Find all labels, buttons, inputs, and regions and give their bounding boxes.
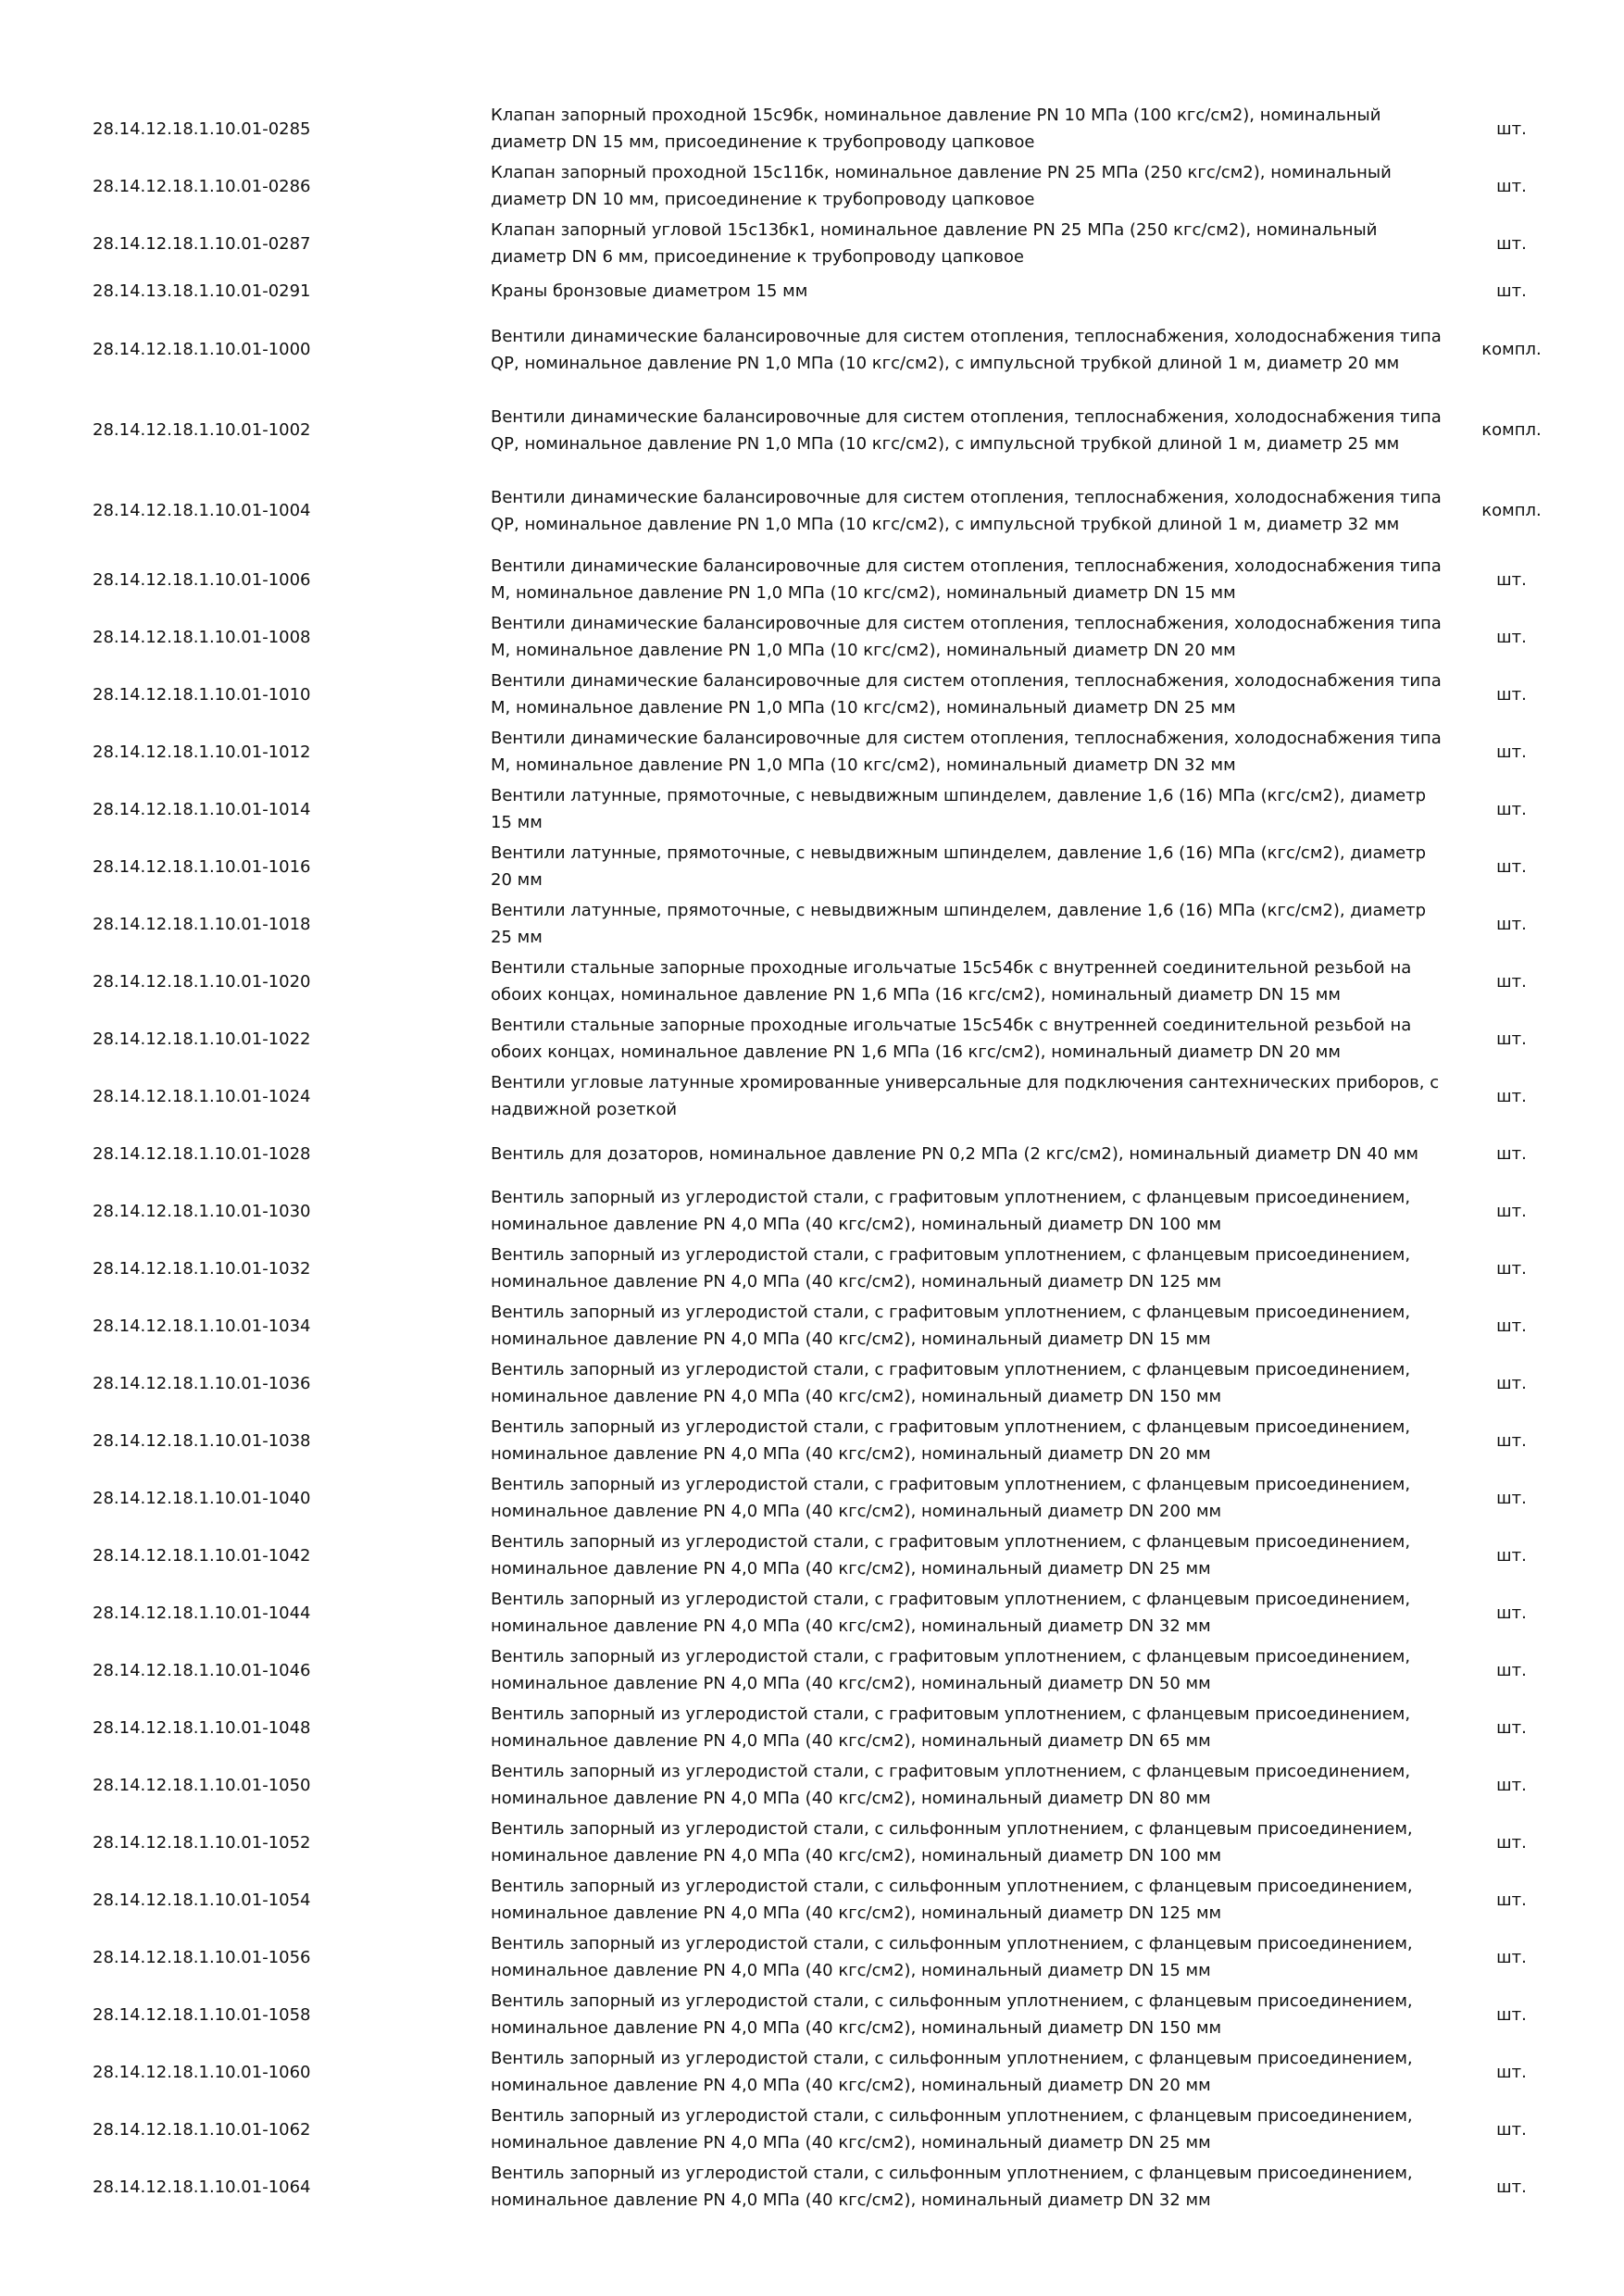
row-code: 28.14.12.18.1.10.01-1058 (93, 2004, 311, 2025)
row-code: 28.14.12.18.1.10.01-1040 (93, 1488, 311, 1508)
row-description: Вентиль запорный из углеродистой стали, с графитовым уплотнением, с фланцевым присоединением, номинальное давление PN 4,0 МПа (40 кгс/см2), номинальный диаметр DN 100 мм (491, 1188, 1411, 1234)
row-unit: шт. (1496, 627, 1527, 647)
row-code: 28.14.12.18.1.10.01-1062 (93, 2119, 311, 2140)
row-unit: шт. (1496, 914, 1527, 934)
row-code: 28.14.12.18.1.10.01-1038 (93, 1430, 311, 1451)
row-description-cell (491, 1297, 1449, 1354)
row-unit: шт. (1496, 1258, 1527, 1279)
row-code: 28.14.12.18.1.10.01-1016 (93, 856, 311, 877)
row-description: Вентиль запорный из углеродистой стали, с графитовым уплотнением, с фланцевым присоединением, номинальное давление PN 4,0 МПа (40 кгс/см2), номинальный диаметр DN 15 мм (491, 1303, 1411, 1349)
row-code: 28.14.12.18.1.10.01-0286 (93, 176, 311, 196)
table-row (93, 272, 1574, 309)
row-description: Вентиль запорный из углеродистой стали, с сильфонным уплотнением, с фланцевым присоединением, номинальное давление PN 4,0 МПа (40 кгс/см2), номинальный диаметр DN 150 мм (491, 1991, 1413, 2038)
row-description-cell (491, 1412, 1449, 1469)
row-description: Клапан запорный проходной 15с11бк, номинальное давление PN 25 МПа (250 кгс/см2), номинальный диаметр DN 10 мм, присоединение к трубопроводу цапковое (491, 163, 1392, 209)
row-unit: шт. (1496, 971, 1527, 992)
table-row (93, 1125, 1574, 1182)
row-unit: компл. (1481, 501, 1542, 520)
table-row (93, 1641, 1574, 1699)
row-code: 28.14.12.18.1.10.01-1020 (93, 971, 311, 992)
row-description-cell (491, 1756, 1449, 1814)
row-description: Вентиль запорный из углеродистой стали, с сильфонным уплотнением, с фланцевым присоединением, номинальное давление PN 4,0 МПа (40 кгс/см2), номинальный диаметр DN 32 мм (491, 2164, 1413, 2210)
row-description-cell (491, 1354, 1449, 1412)
row-unit: компл. (1481, 420, 1542, 440)
row-description: Вентили латунные, прямоточные, с невыдвижным шпинделем, давление 1,6 (16) МПа (кгс/см2), диаметр 25 мм (491, 901, 1427, 947)
row-description: Вентили динамические балансировочные для систем отопления, теплоснабжения, холодоснабжения типа М, номинальное давление PN 1,0 МПа (10 кгс/см2), номинальный диаметр DN 25 мм (491, 671, 1442, 718)
row-unit: шт. (1496, 1086, 1527, 1106)
row-unit: шт. (1496, 2177, 1527, 2197)
row-unit: шт. (1496, 742, 1527, 762)
row-description: Краны бронзовые диаметром 15 мм (491, 281, 808, 301)
row-description: Вентиль запорный из углеродистой стали, с графитовым уплотнением, с фланцевым присоединением, номинальное давление PN 4,0 МПа (40 кгс/см2), номинальный диаметр DN 200 мм (491, 1475, 1411, 1521)
row-unit: компл. (1481, 340, 1542, 359)
table-row (93, 1699, 1574, 1756)
row-description: Вентили стальные запорные проходные игольчатые 15с54бк с внутренней соединительной резьбой на обоих концах, номинальное давление PN 1,6 МПа (16 кгс/см2), номинальный диаметр DN 20 мм (491, 1016, 1412, 1062)
row-unit: шт. (1496, 281, 1527, 301)
row-code: 28.14.12.18.1.10.01-1024 (93, 1086, 311, 1106)
table-row (93, 157, 1574, 215)
table-row (93, 1928, 1574, 1986)
table-row (93, 2158, 1574, 2215)
row-description-cell (491, 666, 1449, 723)
table-row (93, 723, 1574, 780)
row-description: Вентили динамические балансировочные для систем отопления, теплоснабжения, холодоснабжения типа QP, номинальное давление PN 1,0 МПа (10 кгс/см2), с импульсной трубкой длиной 1 м, диаметр 32 мм (491, 487, 1442, 534)
row-description: Вентили динамические балансировочные для систем отопления, теплоснабжения, холодоснабжения типа М, номинальное давление PN 1,0 МПа (10 кгс/см2), номинальный диаметр DN 32 мм (491, 729, 1442, 775)
row-description-cell (491, 1814, 1449, 1871)
row-code: 28.14.12.18.1.10.01-0285 (93, 119, 311, 139)
row-unit: шт. (1496, 2119, 1527, 2140)
row-code: 28.14.12.18.1.10.01-1036 (93, 1373, 311, 1393)
table-row (93, 666, 1574, 723)
table-row (93, 780, 1574, 838)
row-code: 28.14.12.18.1.10.01-1018 (93, 914, 311, 934)
row-description: Вентиль запорный из углеродистой стали, с графитовым уплотнением, с фланцевым присоединением, номинальное давление PN 4,0 МПа (40 кгс/см2), номинальный диаметр DN 150 мм (491, 1360, 1411, 1406)
table-row (93, 1986, 1574, 2043)
row-code: 28.14.12.18.1.10.01-1050 (93, 1775, 311, 1795)
row-description-cell (491, 953, 1449, 1010)
row-description-cell (491, 551, 1449, 608)
row-code: 28.14.12.18.1.10.01-1054 (93, 1890, 311, 1910)
row-description-cell (491, 1928, 1449, 1986)
row-unit: шт. (1496, 1832, 1527, 1853)
row-description-cell (491, 390, 1449, 470)
row-description-cell (491, 2158, 1449, 2215)
row-code: 28.14.12.18.1.10.01-1034 (93, 1316, 311, 1336)
table-row (93, 1354, 1574, 1412)
table-row (93, 390, 1574, 470)
row-description-cell (491, 470, 1449, 551)
row-description: Вентиль запорный из углеродистой стали, с сильфонным уплотнением, с фланцевым присоединением, номинальное давление PN 4,0 МПа (40 кгс/см2), номинальный диаметр DN 125 мм (491, 1877, 1413, 1923)
row-unit: шт. (1496, 1603, 1527, 1623)
row-unit: шт. (1496, 2062, 1527, 2082)
row-description-cell (491, 1699, 1449, 1756)
row-description-cell (491, 780, 1449, 838)
table-row (93, 470, 1574, 551)
row-code: 28.14.12.18.1.10.01-1046 (93, 1660, 311, 1680)
row-unit: шт. (1496, 1316, 1527, 1336)
row-description: Вентиль запорный из углеродистой стали, с сильфонным уплотнением, с фланцевым присоединением, номинальное давление PN 4,0 МПа (40 кгс/см2), номинальный диаметр DN 25 мм (491, 2106, 1413, 2152)
row-code: 28.14.12.18.1.10.01-1052 (93, 1832, 311, 1853)
row-code: 28.14.12.18.1.10.01-1022 (93, 1029, 311, 1049)
row-description: Вентиль запорный из углеродистой стали, с графитовым уплотнением, с фланцевым присоединением, номинальное давление PN 4,0 МПа (40 кгс/см2), номинальный диаметр DN 125 мм (491, 1245, 1411, 1292)
table-row (93, 1814, 1574, 1871)
row-unit: шт. (1496, 2004, 1527, 2025)
row-description-cell (491, 1240, 1449, 1297)
row-code: 28.14.12.18.1.10.01-1008 (93, 627, 311, 647)
row-unit: шт. (1496, 1717, 1527, 1738)
row-description-cell (491, 215, 1449, 272)
row-code: 28.14.12.18.1.10.01-1060 (93, 2062, 311, 2082)
table-row (93, 1010, 1574, 1067)
row-code: 28.14.12.18.1.10.01-1006 (93, 569, 311, 590)
row-description: Вентиль запорный из углеродистой стали, с сильфонным уплотнением, с фланцевым присоединением, номинальное давление PN 4,0 МПа (40 кгс/см2), номинальный диаметр DN 20 мм (491, 2049, 1413, 2095)
row-unit: шт. (1496, 684, 1527, 705)
row-description: Вентили динамические балансировочные для систем отопления, теплоснабжения, холодоснабжения типа М, номинальное давление PN 1,0 МПа (10 кгс/см2), номинальный диаметр DN 15 мм (491, 556, 1442, 603)
row-code: 28.14.12.18.1.10.01-1014 (93, 799, 311, 819)
row-description: Вентиль для дозаторов, номинальное давление PN 0,2 МПа (2 кгс/см2), номинальный диаметр DN 40 мм (491, 1143, 1418, 1164)
row-code: 28.14.12.18.1.10.01-1032 (93, 1258, 311, 1279)
row-code: 28.14.13.18.1.10.01-0291 (93, 281, 311, 301)
row-code: 28.14.12.18.1.10.01-1012 (93, 742, 311, 762)
table-row (93, 953, 1574, 1010)
row-unit: шт. (1496, 1775, 1527, 1795)
table-row (93, 838, 1574, 895)
table-row (93, 1469, 1574, 1527)
row-code: 28.14.12.18.1.10.01-1002 (93, 420, 311, 440)
table-row (93, 1756, 1574, 1814)
table-row (93, 309, 1574, 390)
row-description-cell (491, 1871, 1449, 1928)
row-unit: шт. (1496, 569, 1527, 590)
row-unit: шт. (1496, 1029, 1527, 1049)
table-row (93, 1871, 1574, 1928)
row-description-cell (491, 100, 1449, 157)
row-description-cell (491, 272, 1449, 309)
row-description: Вентили стальные запорные проходные игольчатые 15с54бк с внутренней соединительной резьбой на обоих концах, номинальное давление PN 1,6 МПа (16 кгс/см2), номинальный диаметр DN 15 мм (491, 958, 1412, 1004)
table-row (93, 1527, 1574, 1584)
row-description: Вентили динамические балансировочные для систем отопления, теплоснабжения, холодоснабжения типа QP, номинальное давление PN 1,0 МПа (10 кгс/см2), с импульсной трубкой длиной 1 м, диаметр 25 мм (491, 406, 1442, 454)
row-code: 28.14.12.18.1.10.01-1048 (93, 1717, 311, 1738)
row-description-cell (491, 2101, 1449, 2158)
row-unit: шт. (1496, 176, 1527, 196)
row-unit: шт. (1496, 1890, 1527, 1910)
row-description: Вентиль запорный из углеродистой стали, с сильфонным уплотнением, с фланцевым присоединением, номинальное давление PN 4,0 МПа (40 кгс/см2), номинальный диаметр DN 100 мм (491, 1819, 1413, 1866)
row-description: Вентиль запорный из углеродистой стали, с графитовым уплотнением, с фланцевым присоединением, номинальное давление PN 4,0 МПа (40 кгс/см2), номинальный диаметр DN 20 мм (491, 1417, 1411, 1464)
row-description-cell (491, 157, 1449, 215)
row-code: 28.14.12.18.1.10.01-1000 (93, 340, 311, 359)
row-code: 28.14.12.18.1.10.01-1064 (93, 2177, 311, 2197)
row-code: 28.14.12.18.1.10.01-1056 (93, 1947, 311, 1967)
row-code: 28.14.12.18.1.10.01-1044 (93, 1603, 311, 1623)
row-unit: шт. (1496, 1430, 1527, 1451)
row-description: Вентиль запорный из углеродистой стали, с графитовым уплотнением, с фланцевым присоединением, номинальное давление PN 4,0 МПа (40 кгс/см2), номинальный диаметр DN 50 мм (491, 1647, 1411, 1693)
resource-table (93, 100, 1574, 2215)
row-code: 28.14.12.18.1.10.01-1042 (93, 1545, 311, 1566)
row-unit: шт. (1496, 1488, 1527, 1508)
table-row (93, 2101, 1574, 2158)
row-description-cell (491, 1182, 1449, 1240)
table-row (93, 895, 1574, 953)
row-description-cell (491, 1125, 1449, 1182)
table-row (93, 551, 1574, 608)
row-description-cell (491, 895, 1449, 953)
table-row (93, 608, 1574, 666)
row-description-cell (491, 1584, 1449, 1641)
row-unit: шт. (1496, 1545, 1527, 1566)
row-code: 28.14.12.18.1.10.01-0287 (93, 233, 311, 254)
row-description-cell (491, 838, 1449, 895)
table-row (93, 215, 1574, 272)
row-unit: шт. (1496, 1947, 1527, 1967)
row-unit: шт. (1496, 1143, 1527, 1164)
row-description: Вентили латунные, прямоточные, с невыдвижным шпинделем, давление 1,6 (16) МПа (кгс/см2), диаметр 20 мм (491, 843, 1427, 890)
row-description: Клапан запорный проходной 15с9бк, номинальное давление PN 10 МПа (100 кгс/см2), номинальный диаметр DN 15 мм, присоединение к трубопроводу цапковое (491, 106, 1381, 152)
row-description-cell (491, 608, 1449, 666)
row-unit: шт. (1496, 1373, 1527, 1393)
row-description: Вентили угловые латунные хромированные универсальные для подключения сантехнических приборов, с надвижной розеткой (491, 1073, 1440, 1119)
row-description: Вентиль запорный из углеродистой стали, с графитовым уплотнением, с фланцевым присоединением, номинальное давление PN 4,0 МПа (40 кгс/см2), номинальный диаметр DN 80 мм (491, 1762, 1411, 1808)
table-row (93, 1297, 1574, 1354)
row-description-cell (491, 1469, 1449, 1527)
row-code: 28.14.12.18.1.10.01-1030 (93, 1201, 311, 1221)
row-description-cell (491, 1641, 1449, 1699)
table-row (93, 1182, 1574, 1240)
row-code: 28.14.12.18.1.10.01-1028 (93, 1143, 311, 1164)
row-unit: шт. (1496, 856, 1527, 877)
row-description-cell (491, 1527, 1449, 1584)
row-description: Вентили динамические балансировочные для систем отопления, теплоснабжения, холодоснабжения типа М, номинальное давление PN 1,0 МПа (10 кгс/см2), номинальный диаметр DN 20 мм (491, 614, 1442, 660)
table-row (93, 1067, 1574, 1125)
row-unit: шт. (1496, 233, 1527, 254)
row-description: Вентиль запорный из углеродистой стали, с графитовым уплотнением, с фланцевым присоединением, номинальное давление PN 4,0 МПа (40 кгс/см2), номинальный диаметр DN 32 мм (491, 1590, 1411, 1636)
row-description: Вентиль запорный из углеродистой стали, с графитовым уплотнением, с фланцевым присоединением, номинальное давление PN 4,0 МПа (40 кгс/см2), номинальный диаметр DN 65 мм (491, 1704, 1411, 1751)
row-description: Вентили латунные, прямоточные, с невыдвижным шпинделем, давление 1,6 (16) МПа (кгс/см2), диаметр 15 мм (491, 786, 1427, 832)
row-description-cell (491, 1986, 1449, 2043)
row-code: 28.14.12.18.1.10.01-1004 (93, 501, 311, 520)
table-row (93, 2043, 1574, 2101)
row-description-cell (491, 309, 1449, 390)
row-unit: шт. (1496, 1201, 1527, 1221)
row-description-cell (491, 723, 1449, 780)
table-row (93, 100, 1574, 157)
row-unit: шт. (1496, 1660, 1527, 1680)
row-description: Клапан запорный угловой 15с13бк1, номинальное давление PN 25 МПа (250 кгс/см2), номинальный диаметр DN 6 мм, присоединение к трубопроводу цапковое (491, 220, 1378, 267)
row-description-cell (491, 2043, 1449, 2101)
row-description: Вентиль запорный из углеродистой стали, с графитовым уплотнением, с фланцевым присоединением, номинальное давление PN 4,0 МПа (40 кгс/см2), номинальный диаметр DN 25 мм (491, 1532, 1411, 1578)
row-code: 28.14.12.18.1.10.01-1010 (93, 684, 311, 705)
table-row (93, 1584, 1574, 1641)
row-description: Вентили динамические балансировочные для систем отопления, теплоснабжения, холодоснабжения типа QP, номинальное давление PN 1,0 МПа (10 кгс/см2), с импульсной трубкой длиной 1 м, диаметр 20 мм (491, 326, 1442, 373)
table-row (93, 1412, 1574, 1469)
row-unit: шт. (1496, 799, 1527, 819)
row-description: Вентиль запорный из углеродистой стали, с сильфонным уплотнением, с фланцевым присоединением, номинальное давление PN 4,0 МПа (40 кгс/см2), номинальный диаметр DN 15 мм (491, 1934, 1413, 1980)
table-row (93, 1240, 1574, 1297)
row-description-cell (491, 1067, 1449, 1125)
resource-table-body (93, 100, 1574, 2215)
row-description-cell (491, 1010, 1449, 1067)
row-unit: шт. (1496, 119, 1527, 139)
